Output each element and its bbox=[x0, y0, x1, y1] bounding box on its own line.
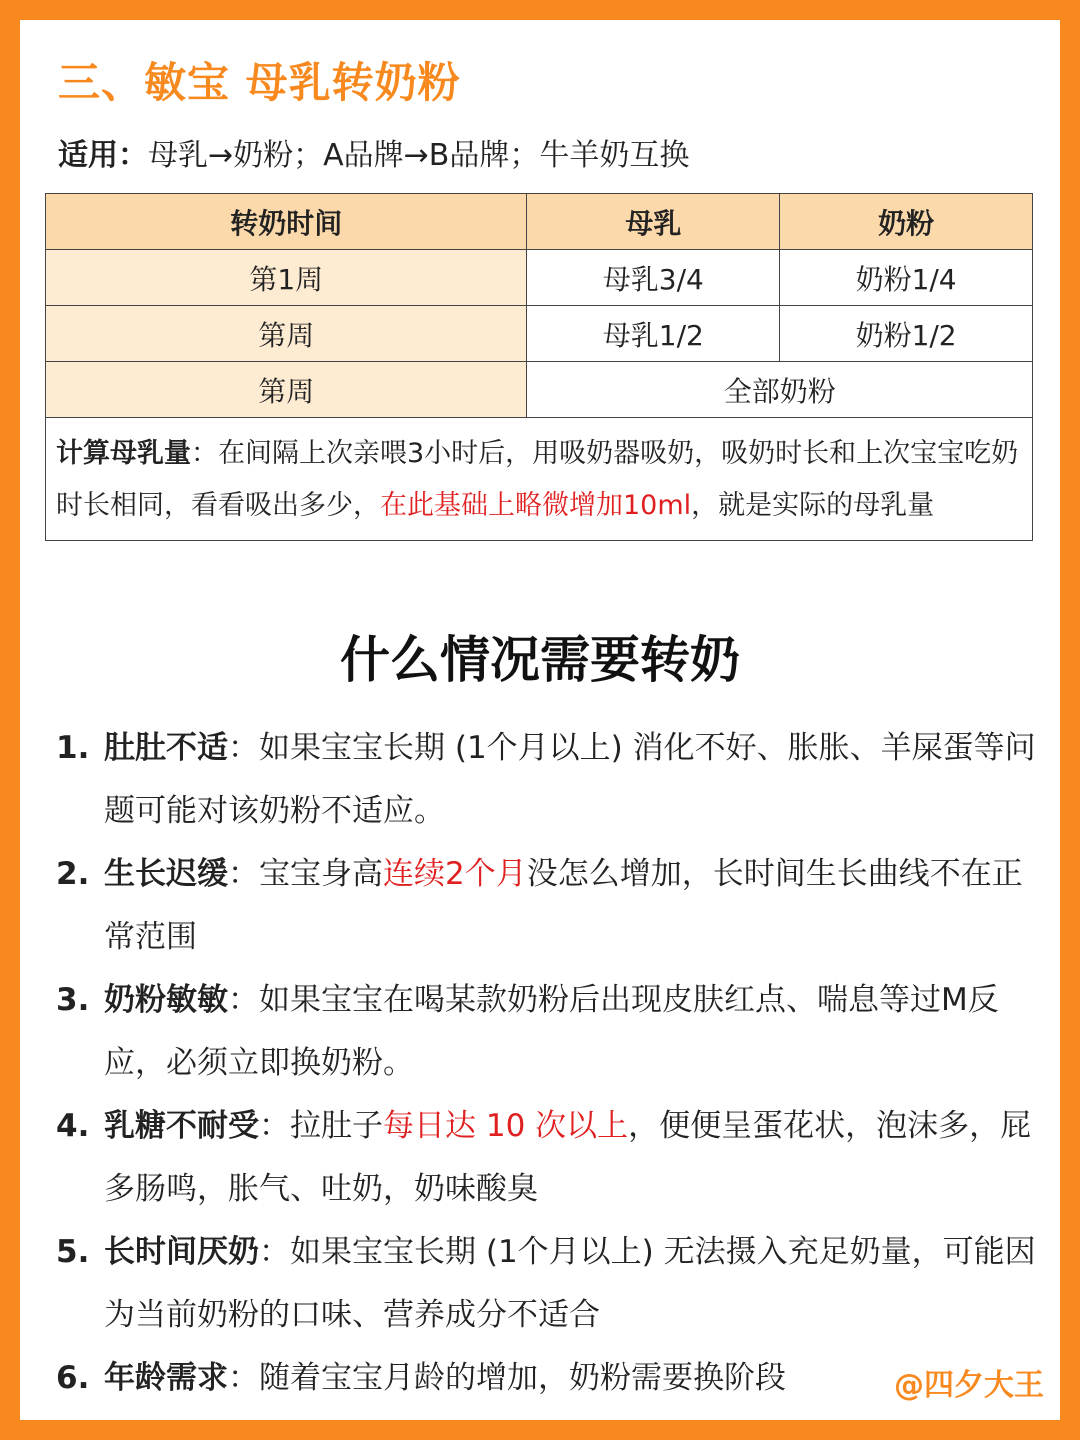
note-label: 计算母乳量 bbox=[56, 438, 191, 469]
item-text: ：随着宝宝月龄的增加，奶粉需要换阶段 bbox=[228, 1360, 786, 1396]
note-text: ：在间隔上次亲喂3小时后，用吸奶器吸奶，吸奶时长和上次宝宝吃奶时长相同，看看吸出多少， bbox=[56, 438, 1019, 521]
item-term: 奶粉敏敏 bbox=[104, 982, 228, 1018]
note-highlight: 在此基础上略微增加10ml bbox=[380, 490, 692, 521]
item-text: ：拉肚子 bbox=[259, 1108, 383, 1144]
table-note-row bbox=[46, 418, 1033, 541]
item-number: 3. bbox=[56, 982, 90, 1018]
section-title: 三、敏宝 母乳转奶粉 bbox=[58, 58, 461, 107]
item-text: ：如果宝宝长期 (1个月以上) 无法摄入充足奶量，可能因为当前奶粉的口味、营养成分不适合 bbox=[104, 1234, 1036, 1333]
formula-cell: 奶粉1/4 bbox=[780, 250, 1033, 306]
item-term: 肚肚不适 bbox=[104, 730, 228, 766]
item-number: 5. bbox=[56, 1234, 90, 1270]
table-row bbox=[46, 250, 1033, 306]
list-item bbox=[56, 1221, 1036, 1347]
applicable-text: 母乳→奶粉；A品牌→B品牌；牛羊奶互换 bbox=[148, 138, 690, 173]
list-item bbox=[56, 1347, 1036, 1410]
item-term: 乳糖不耐受 bbox=[104, 1108, 259, 1144]
item-number: 4. bbox=[56, 1108, 90, 1144]
table-row bbox=[46, 362, 1033, 418]
item-number: 1. bbox=[56, 730, 90, 766]
list-item bbox=[56, 843, 1036, 969]
item-text: ：如果宝宝长期 (1个月以上) 消化不好、胀胀、羊屎蛋等问题可能对该奶粉不适应。 bbox=[104, 730, 1036, 829]
header-time: 转奶时间 bbox=[46, 194, 527, 250]
author-signature: @四夕大王 bbox=[894, 1368, 1044, 1403]
content-card bbox=[20, 20, 1060, 1420]
item-highlight: 每日达 10 次以上 bbox=[383, 1108, 629, 1144]
table-row bbox=[46, 306, 1033, 362]
item-term: 长时间厌奶 bbox=[104, 1234, 259, 1270]
item-term: 年龄需求 bbox=[104, 1360, 228, 1396]
list-item bbox=[56, 1095, 1036, 1221]
item-highlight: 连续2个月 bbox=[383, 856, 527, 892]
item-text: ：宝宝身高 bbox=[228, 856, 383, 892]
reasons-list bbox=[56, 717, 1036, 1410]
item-text: ：如果宝宝在喝某款奶粉后出现皮肤红点、喘息等过M反应，必须立即换奶粉。 bbox=[104, 982, 999, 1081]
breast-cell: 母乳3/4 bbox=[527, 250, 780, 306]
week-cell: 第周 bbox=[46, 306, 527, 362]
item-number: 2. bbox=[56, 856, 90, 892]
item-term: 生长迟缓 bbox=[104, 856, 228, 892]
item-text-end: 没怎么增加，长时间生长曲线不在正常范围 bbox=[104, 856, 1023, 955]
reasons-heading: 什么情况需要转奶 bbox=[340, 631, 740, 689]
week-cell: 第周 bbox=[46, 362, 527, 418]
transition-schedule-table bbox=[45, 193, 1033, 541]
list-item bbox=[56, 717, 1036, 843]
item-number: 6. bbox=[56, 1360, 90, 1396]
header-breast-milk: 母乳 bbox=[527, 194, 780, 250]
item-text-end: ，便便呈蛋花状，泡沫多，屁多肠鸣，胀气、吐奶，奶味酸臭 bbox=[104, 1108, 1032, 1207]
formula-cell: 奶粉1/2 bbox=[780, 306, 1033, 362]
milk-amount-note bbox=[46, 418, 1033, 541]
applicable-label: 适用： bbox=[58, 138, 148, 173]
applicable-line bbox=[58, 130, 689, 174]
week-cell: 第1周 bbox=[46, 250, 527, 306]
breast-cell: 母乳1/2 bbox=[527, 306, 780, 362]
note-text-end: ，就是实际的母乳量 bbox=[691, 490, 935, 521]
list-item bbox=[56, 969, 1036, 1095]
table-header-row bbox=[46, 194, 1033, 250]
all-formula-cell: 全部奶粉 bbox=[527, 362, 1033, 418]
header-formula: 奶粉 bbox=[780, 194, 1033, 250]
